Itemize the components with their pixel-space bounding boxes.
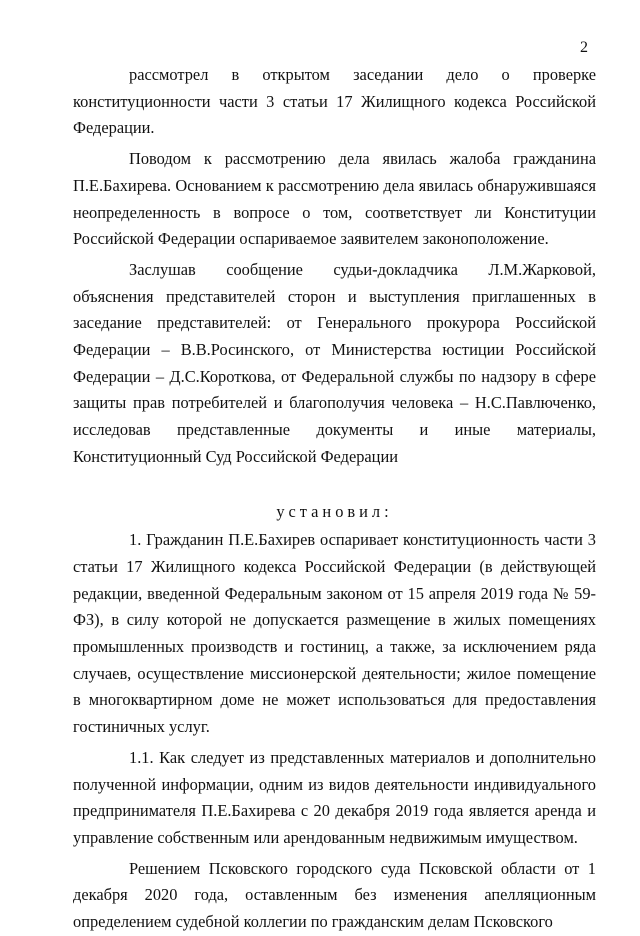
paragraph-case-review: рассмотрел в открытом заседании дело о проверке конституционности части 3 статьи 17 Жилищного кодекса Российской Федерации.: [73, 65, 596, 138]
paragraph-point-1-1: 1.1. Как следует из представленных материалов и дополнительно полученной информации, одним из видов деятельности индивидуального предпринимателя П.Е.Бахирева с 20 декабря 2019 года является аренда и управление собственным или арендованным недвижимым имуществом.: [73, 747, 596, 847]
page-number: 2: [580, 39, 588, 56]
paragraph-court-decision: Решением Псковского городского суда Псковской области от 1 декабря 2020 года, оставленным без изменения апелляционным определением судебной коллегии по гражданским делам Псковского: [73, 858, 596, 932]
paragraph-hearing: Заслушав сообщение судьи-докладчика Л.М.Жарковой, объяснения представителей сторон и выступления приглашенных в заседание представителей: от Генерального прокурора Российской Федерации – В.В.Росинского, от Министерства юстиции Российской Федерации – Д.С.Короткова, от Федеральной службы по надзору в сфере защиты прав потребителей и благополучия человека – Н.С.Павлюченко, исследовав представленные документы и иные материалы, Конституционный Суд Российской Федерации: [73, 259, 596, 466]
section-heading-established: установил:: [276, 501, 393, 521]
paragraph-point-1: 1. Гражданин П.Е.Бахирев оспаривает конституционность части 3 статьи 17 Жилищного кодекса Российской Федерации (в действующей редакции, введенной Федеральным законом от 15 апреля 2019 года № 59-ФЗ), в силу которой не допускается размещение в жилых помещениях промышленных производств и гостиниц, а также, за исключением ряда случаев, осуществление миссионерской деятельности; жилое помещение в многоквартирном доме не может использоваться для предоставления гостиничных услуг.: [73, 530, 596, 737]
document-body: [73, 62, 596, 936]
paragraph-grounds: Поводом к рассмотрению дела явилась жалоба гражданина П.Е.Бахирева. Основанием к рассмотрению дела явилась обнаружившаяся неопределенность в вопросе о том, соответствует ли Конституции Российской Федерации оспариваемое заявителем законоположение.: [73, 149, 596, 249]
